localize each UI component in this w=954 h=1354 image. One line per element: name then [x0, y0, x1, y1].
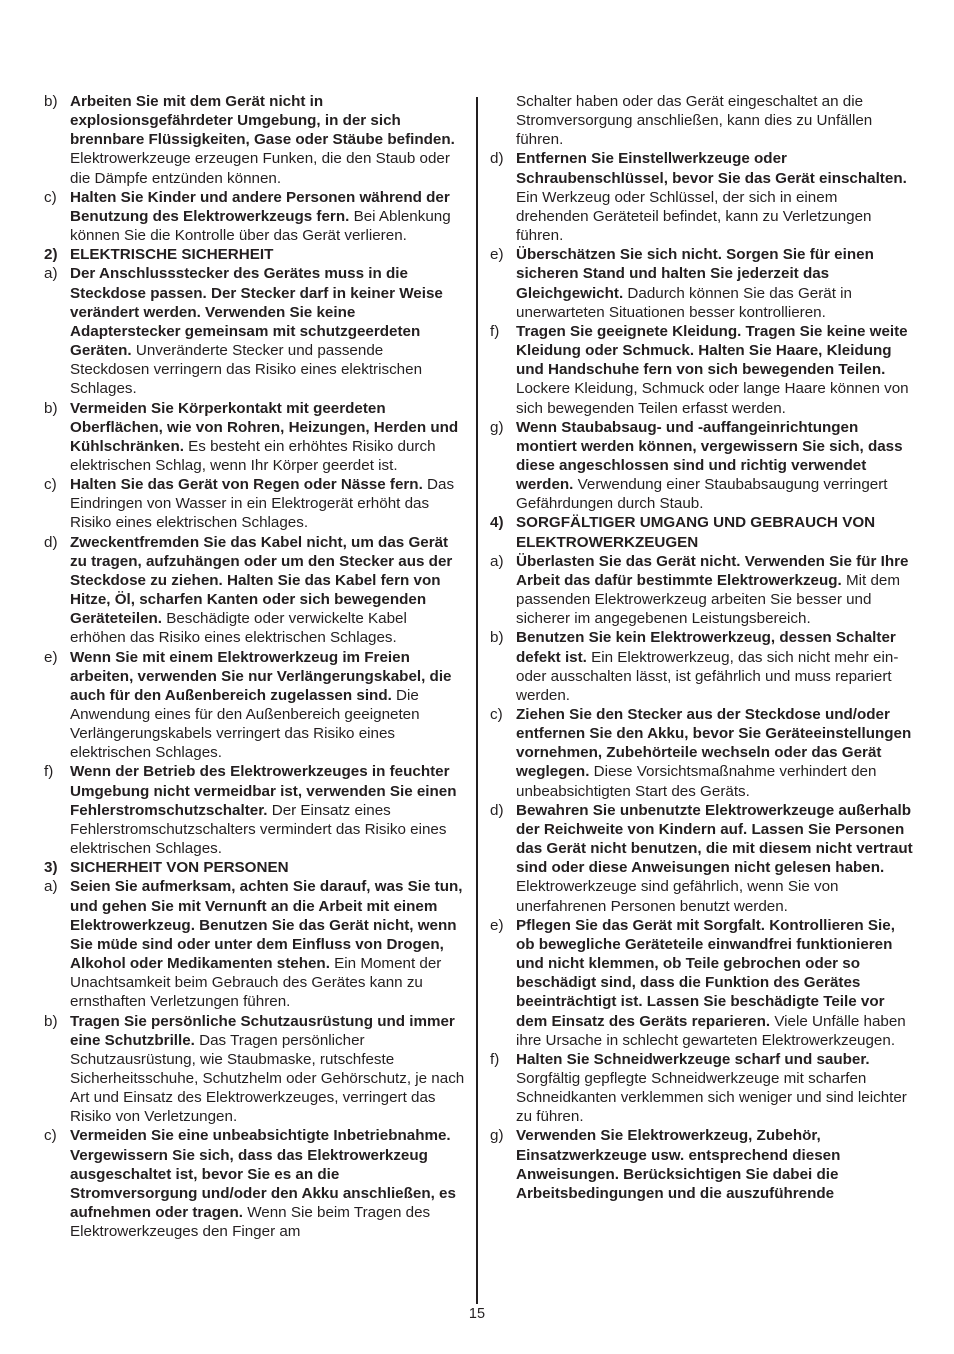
- instruction-bold: Pflegen Sie das Gerät mit Sorgfalt. Kontrollieren Sie, ob bewegliche Geräteteile einwandfrei funktionieren und nicht klemmen, ob Teile gebrochen oder so beschädigt sind, dass die Funktion des Gerätes beeinträchtigt ist. Lassen Sie beschädigte Teile vor dem Einsatz des Geräts reparieren.: [516, 916, 895, 1030]
- item-label: f): [44, 763, 54, 781]
- item-label: b): [44, 1012, 58, 1030]
- explanation-text: Die Anwendung eines für den Außenbereich geeigneten Verlängerungskabels verringert das Risiko eines elektrischen Schlages.: [70, 686, 420, 762]
- list-item: [44, 475, 466, 532]
- item-label: c): [44, 1127, 57, 1145]
- item-label: d): [490, 150, 504, 168]
- explanation-text: Verwendung einer Staubabsaugung verringert Gefährdungen durch Staub.: [516, 476, 888, 513]
- explanation-text: Beschädigte oder verwickelte Kabel erhöhen das Risiko eines elektrischen Schlages.: [70, 610, 407, 647]
- heading-text: SICHERHEIT VON PERSONEN: [70, 859, 289, 877]
- explanation-text: Wenn Sie beim Tragen des Elektrowerkzeuges den Finger am: [70, 1204, 431, 1241]
- instruction-bold: Vermeiden Sie eine unbeabsichtigte Inbetriebnahme. Vergewissern Sie sich, dass das Elektrowerkzeug ausgeschaltet ist, bevor Sie es an die Stromversorgung und/oder den Akku anschließen, es aufnehmen oder tragen.: [70, 1127, 456, 1222]
- item-label: b): [490, 629, 504, 647]
- list-item: [44, 264, 466, 398]
- explanation-text: Elektrowerkzeuge erzeugen Funken, die den Staub oder die Dämpfe entzünden können.: [70, 150, 450, 187]
- list-item: [490, 418, 914, 514]
- explanation-text: Mit dem passenden Elektrowerkzeug arbeiten Sie besser und sicherer im angegebenen Leistungsbereich.: [516, 571, 901, 628]
- item-label: [490, 92, 516, 149]
- instruction-bold: Halten Sie Kinder und andere Personen während der Benutzung des Elektrowerkzeugs fern.: [70, 188, 450, 225]
- list-item: [44, 533, 466, 648]
- item-label: e): [490, 246, 504, 264]
- heading-text: ELEKTRISCHE SICHERHEIT: [70, 246, 274, 264]
- explanation-text: Elektrowerkzeuge sind gefährlich, wenn Sie von unerfahrenen Personen benutzt werden.: [516, 878, 839, 915]
- explanation-text: Schalter haben oder das Gerät eingeschaltet an die Stromversorgung anschließen, kann dies zu Unfällen führen.: [516, 93, 873, 149]
- instruction-bold: Tragen Sie geeignete Kleidung. Tragen Sie keine weite Kleidung oder Schmuck. Halten Sie Haare, Kleidung und Handschuhe fern von sich bewegenden Teilen.: [516, 322, 908, 379]
- explanation-text: Bei Ablenkung können Sie die Kontrolle über das Gerät verlieren.: [70, 207, 451, 245]
- item-label: g): [490, 1127, 504, 1145]
- instruction-bold: Überlasten Sie das Gerät nicht. Verwenden Sie für Ihre Arbeit das dafür bestimmte Elektrowerkzeug.: [516, 552, 909, 589]
- item-label: 2): [44, 246, 58, 264]
- item-label: b): [44, 399, 58, 417]
- instruction-bold: Wenn Sie mit einem Elektrowerkzeug im Freien arbeiten, verwenden Sie nur Verlängerungskabel, die auch für den Außenbereich zugelassen sind.: [70, 648, 452, 704]
- explanation-text: Ein Moment der Unachtsamkeit beim Gebrauch des Gerätes kann zu ernsthaften Verletzungen führen.: [70, 955, 442, 1011]
- instruction-bold: Vermeiden Sie Körperkontakt mit geerdeten Oberflächen, wie von Rohren, Heizungen, Herden und Kühlschränken.: [70, 399, 459, 455]
- list-item: [44, 762, 466, 858]
- item-label: b): [44, 93, 58, 110]
- item-label: f): [490, 1050, 500, 1068]
- item-label: a): [44, 878, 58, 896]
- instruction-bold: Seien Sie aufmerksam, achten Sie darauf, was Sie tun, und gehen Sie mit Vernunft an die Arbeit mit einem Elektrowerkzeug. Benutzen Sie das Gerät nicht, wenn Sie müde sind oder unter dem Einfluss von Drogen, Alkohol oder Medikamenten stehen.: [70, 878, 463, 973]
- instruction-bold: Halten Sie Schneidwerkzeuge scharf und sauber.: [516, 1050, 870, 1068]
- list-item: [44, 1126, 466, 1241]
- item-label: c): [44, 476, 57, 494]
- item-label: c): [490, 706, 503, 723]
- explanation-text: Es besteht ein erhöhtes Risiko durch elektrischen Schlag, wenn Ihr Körper geerdet ist.: [70, 437, 436, 474]
- instruction-bold: Ziehen Sie den Stecker aus der Steckdose und/oder entfernen Sie den Akku, bevor Sie Geräteeinstellungen vornehmen, Zubehörteile wechseln oder das Gerät weglegen.: [516, 706, 912, 781]
- page-number: 15: [468, 1306, 486, 1322]
- explanation-text: Lockere Kleidung, Schmuck oder lange Haare können von sich bewegenden Teilen erfasst werden.: [516, 380, 909, 417]
- explanation-text: Ein Werkzeug oder Schlüssel, der sich in einem drehenden Geräteteil befindet, kann zu Verletzungen führen.: [516, 188, 872, 245]
- explanation-text: Ein Elektrowerkzeug, das sich nicht mehr ein- oder ausschalten lässt, ist gefährlich und muss repariert werden.: [516, 648, 899, 704]
- list-item: [490, 245, 914, 322]
- explanation-text: Dadurch können Sie das Gerät in unerwarteten Situationen besser kontrollieren.: [516, 284, 852, 321]
- section-heading: [44, 245, 466, 264]
- list-item: [490, 322, 914, 418]
- list-item: [490, 801, 914, 916]
- instruction-bold: Arbeiten Sie mit dem Gerät nicht in explosionsgefährdeter Umgebung, in der sich brennbare Flüssigkeiten, Gase oder Stäube befinden.: [70, 93, 455, 149]
- explanation-text: Unveränderte Stecker und passende Steckdosen verringern das Risiko eines elektrischen Schlages.: [70, 342, 423, 398]
- list-item: [490, 628, 914, 705]
- explanation-text: Das Tragen persönlicher Schutzausrüstung, wie Staubmaske, rutschfeste Sicherheitsschuhe, Schutzhelm oder Gehörschutz, je nach Art und Einsatz des Elektrowerkzeuges, verringert das Risiko von Verletzungen.: [70, 1031, 465, 1126]
- item-label: d): [490, 801, 504, 819]
- instruction-bold: Zweckentfremden Sie das Kabel nicht, um das Gerät zu tragen, aufzuhängen oder um den Stecker aus der Steckdose zu ziehen. Halten Sie das Kabel fern von Hitze, Öl, scharfen Kanten oder sich bewegenden Geräteteilen.: [70, 533, 453, 628]
- list-item: [490, 149, 914, 245]
- item-label: d): [44, 533, 58, 551]
- item-label: a): [44, 265, 58, 283]
- item-label: f): [490, 322, 500, 340]
- instruction-bold: Halten Sie das Gerät von Regen oder Nässe fern.: [70, 476, 423, 494]
- item-label: 3): [44, 859, 58, 877]
- instruction-bold: Benutzen Sie kein Elektrowerkzeug, dessen Schalter defekt ist.: [516, 629, 896, 666]
- section-heading: [44, 858, 466, 877]
- section-heading: [490, 513, 914, 551]
- list-item: [44, 648, 466, 763]
- list-item: [44, 92, 466, 188]
- instruction-bold: Tragen Sie persönliche Schutzausrüstung und immer eine Schutzbrille.: [70, 1012, 455, 1049]
- item-label: e): [44, 648, 58, 666]
- item-label: 4): [490, 514, 504, 532]
- item-label: e): [490, 916, 504, 934]
- left-column: [44, 92, 466, 1241]
- list-item: [44, 1012, 466, 1127]
- heading-text: SORGFÄLTIGER UMGANG UND GEBRAUCH VON ELEKTROWERKZEUGEN: [516, 514, 876, 551]
- instruction-bold: Entfernen Sie Einstellwerkzeuge oder Schraubenschlüssel, bevor Sie das Gerät einschalten.: [516, 150, 907, 187]
- list-item: [490, 1126, 914, 1203]
- item-label: c): [44, 188, 57, 206]
- explanation-text: Diese Vorsichtsmaßnahme verhindert den unbeabsichtigten Start des Geräts.: [516, 763, 877, 800]
- instruction-bold: Wenn der Betrieb des Elektrowerkzeuges in feuchter Umgebung nicht vermeidbar ist, verwenden Sie einen Fehlerstromschutzschalter.: [70, 763, 457, 819]
- list-item: [490, 1050, 914, 1127]
- instruction-bold: Verwenden Sie Elektrowerkzeug, Zubehör, Einsatzwerkzeuge usw. entsprechend diesen Anweisungen. Berücksichtigen Sie dabei die Arbeitsbedingungen und die auszuführende: [516, 1127, 841, 1202]
- list-item: [490, 92, 914, 149]
- list-item: [490, 705, 914, 801]
- item-label: a): [490, 552, 504, 570]
- list-item: [44, 877, 466, 1011]
- instruction-bold: Überschätzen Sie sich nicht. Sorgen Sie für einen sicheren Stand und halten Sie jederzeit das Gleichgewicht.: [516, 246, 874, 302]
- list-item: [490, 916, 914, 1050]
- list-item: [44, 399, 466, 476]
- explanation-text: Sorgfältig gepflegte Schneidwerkzeuge mit scharfen Schneidkanten verklemmen sich weniger und sind leichter zu führen.: [516, 1069, 907, 1126]
- instruction-bold: Bewahren Sie unbenutzte Elektrowerkzeuge außerhalb der Reichweite von Kindern auf. Lassen Sie Personen das Gerät nicht benutzen, die mit diesem nicht vertraut sind oder diese Anweisungen nicht gelesen haben.: [516, 801, 913, 877]
- explanation-text: Das Eindringen von Wasser in ein Elektrogerät erhöht das Risiko eines elektrischen Schlages.: [70, 476, 455, 532]
- instruction-bold: Der Anschlussstecker des Gerätes muss in die Steckdose passen. Der Stecker darf in keiner Weise verändert werden. Verwenden Sie keine Adapterstecker gemeinsam mit schutzgeerdeten Geräten.: [70, 265, 443, 360]
- item-label: g): [490, 418, 504, 436]
- list-item: [490, 552, 914, 629]
- instruction-bold: Wenn Staubabsaug- und -auffangeinrichtungen montiert werden können, vergewissern Sie sich, dass diese angeschlossen sind und richtig verwendet werden.: [516, 418, 903, 494]
- list-item: [44, 188, 466, 245]
- right-column: [490, 92, 914, 1203]
- column-divider: [476, 97, 478, 1304]
- explanation-text: Viele Unfälle haben ihre Ursache in schlecht gewarteten Elektrowerkzeugen.: [516, 1012, 906, 1049]
- explanation-text: Der Einsatz eines Fehlerstromschutzschalters vermindert das Risiko eines elektrischen Schlages.: [70, 801, 447, 858]
